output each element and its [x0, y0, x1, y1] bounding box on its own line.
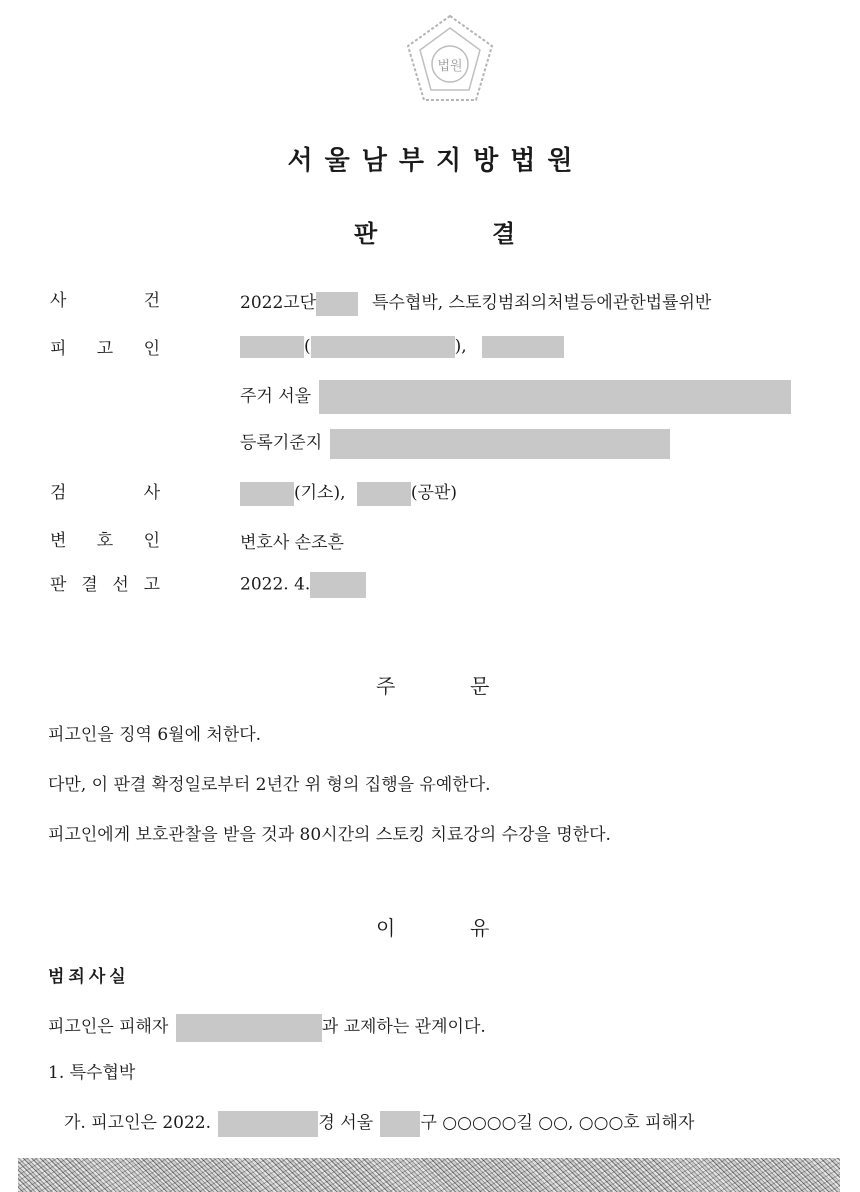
court-seal-icon: [400, 12, 500, 108]
redaction-block: [176, 1014, 322, 1042]
defendant-value: ( ),: [240, 336, 564, 358]
residence-label: 주거 서울: [240, 386, 312, 407]
case-number-prefix: 2022고단: [240, 293, 317, 313]
prosecutor-label: 검 사: [50, 483, 160, 503]
redaction-block: [240, 482, 294, 506]
counsel-value: 변호사 손조흔: [240, 533, 344, 553]
counsel-label: 변 호 인: [50, 531, 160, 551]
case-label: 사 건: [50, 291, 160, 311]
redaction-block: [482, 336, 564, 358]
redaction-block: [380, 1111, 420, 1137]
case-value: [240, 288, 711, 316]
redaction-block: [311, 336, 455, 358]
title-char-1: 판: [354, 220, 378, 248]
sentencing-date: 2022. 4.: [240, 572, 366, 598]
court-name: 서울남부지방법원: [287, 146, 585, 176]
order-line: 피고인에게 보호관찰을 받을 것과 80시간의 스토킹 치료강의 수강을 명한다.: [48, 825, 611, 845]
reasons-heading: 이 유: [376, 916, 490, 940]
defendant-residence: [240, 380, 791, 414]
redaction-block: [240, 336, 304, 358]
redaction-block: [310, 572, 366, 598]
seal-text: 법원: [437, 59, 463, 74]
facts-heading: 범죄사실: [48, 967, 130, 987]
defendant-registry: [240, 428, 670, 459]
redaction-block: [319, 380, 791, 414]
redaction-block: [316, 292, 358, 316]
facts-line: 피고인은 피해자 과 교제하는 관계이다.: [48, 1012, 486, 1042]
order-line: 다만, 이 판결 확정일로부터 2년간 위 형의 집행을 유예한다.: [48, 775, 491, 795]
redaction-block: [218, 1111, 318, 1137]
title-char-2: 결: [492, 220, 516, 248]
registry-label: 등록기준지: [240, 433, 323, 453]
order-line: 피고인을 징역 6월에 처한다.: [48, 725, 262, 745]
document-title: [0, 214, 860, 248]
sentencing-label: 판 결 선 고: [50, 575, 160, 595]
facts-item-line: 가. 피고인은 2022. 경 서울 구 ○○○○○길 ○○, ○○○호 피해자: [64, 1108, 694, 1137]
defendant-label: 피 고 인: [50, 339, 160, 359]
redaction-block: [330, 429, 670, 459]
facts-item-heading: 1. 특수협박: [48, 1063, 136, 1083]
scan-noise-strip: [18, 1158, 840, 1192]
prosecutor-value: (기소), (공판): [240, 478, 457, 506]
redaction-block: [357, 482, 411, 506]
order-heading: 주 문: [376, 674, 490, 698]
case-charges: 특수협박, 스토킹범죄의처벌등에관한법률위반: [372, 293, 712, 313]
